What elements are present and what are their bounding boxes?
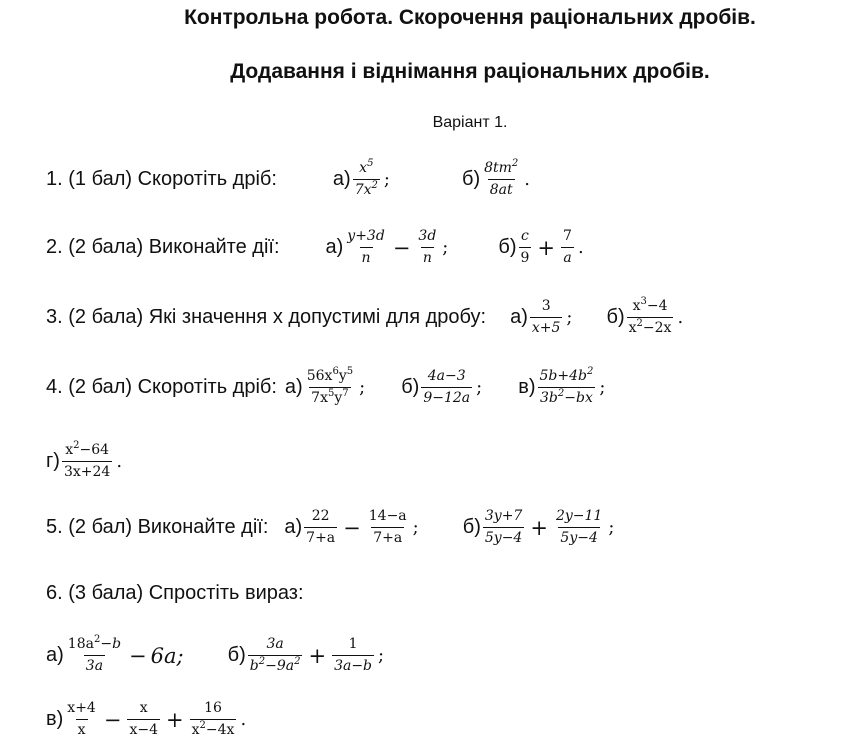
fraction: $\frac{22}{7+a}$ xyxy=(306,508,336,546)
task-3-label: 3. (2 бала) Які значення х допустимі для дробу: xyxy=(46,306,487,328)
fraction: $\frac{x+4}{x}$ xyxy=(67,700,96,738)
task-2-a-label: а) xyxy=(325,236,344,258)
task-4-d-label: г) xyxy=(46,450,60,472)
task-4-b-label: б) xyxy=(401,376,420,398)
fraction: $\frac{y+3d}{n}$ xyxy=(347,228,385,266)
task-6-c-label: в) xyxy=(46,708,64,730)
task-6-b-label: б) xyxy=(227,644,246,666)
fraction: $\frac{1}{3a-b}$ xyxy=(334,636,373,674)
task-1: 1. (1 бал) Скоротіть дріб: а) $\frac{x^5}{7x^2}$ ; б) $\frac{8tm^2}{8at}$ . xyxy=(46,158,531,198)
task-3-a-label: а) xyxy=(510,306,528,328)
task-5-a-label: а) xyxy=(284,516,303,538)
fraction: $\frac{2y-11}{5y-4}$ xyxy=(555,508,603,546)
fraction: $\frac{18a^2-b}{3a}$ xyxy=(67,634,122,674)
task-4-c-label: в) xyxy=(518,376,536,398)
variant-label: Варіант 1. xyxy=(432,114,508,131)
fraction: $\frac{14-a}{7+a}$ xyxy=(368,508,407,546)
task-3-b-label: б) xyxy=(606,306,625,328)
task-5: 5. (2 бал) Виконайте дії: а) $\frac{22}{7+a}$ − $\frac{14-a}{7+a}$ ; б) $\frac{3y+7}{5y-4}$ + $\frac{2y-11}{5y-4}$ ; xyxy=(46,508,615,546)
task-1-a-label: а) xyxy=(332,168,351,190)
task-5-label: 5. (2 бал) Виконайте дії: xyxy=(46,516,269,538)
task-6-ab: а) $\frac{18a^2-b}{3a}$ − 6a; б) $\frac{3a}{b^2-9a^2}$ + $\frac{1}{3a-b}$ ; xyxy=(46,634,385,674)
task-6-a-label: а) xyxy=(46,644,64,666)
task-1-label: 1. (1 бал) Скоротіть дріб: xyxy=(46,168,277,190)
fraction: $\frac{5b+4b^2}{3b^2-bx}$ xyxy=(539,366,594,406)
task-5-b-label: б) xyxy=(462,516,481,538)
fraction: $\frac{x}{x-4}$ xyxy=(129,700,158,738)
fraction: $\frac{7}{a}$ xyxy=(563,228,572,266)
fraction: $\frac{3d}{n}$ xyxy=(418,228,437,266)
task-2-b-label: б) xyxy=(498,236,517,258)
fraction: $\frac{c}{9}$ xyxy=(520,228,530,266)
task-2-label: 2. (2 бала) Виконайте дії: xyxy=(46,236,280,258)
fraction: $\frac{x^5}{7x^2}$ xyxy=(354,158,378,198)
task-1-b-label: б) xyxy=(461,168,481,190)
task-2: 2. (2 бала) Виконайте дії: а) $\frac{y+3d}{n}$ − $\frac{3d}{n}$ ; б) $\frac{c}{9}$ + $\frac{7}{a}$ . xyxy=(46,228,584,266)
task-4-label: 4. (2 бал) Скоротіть дріб: xyxy=(46,376,277,398)
task-4-d: г) $\frac{x^2-64}{3x+24}$ . xyxy=(46,440,123,480)
fraction: $\frac{x^2-64}{3x+24}$ xyxy=(63,440,111,480)
title-line-1: Контрольна робота. Скорочення раціональних дробів. xyxy=(184,6,756,29)
fraction: $\frac{8tm^2}{8at}$ xyxy=(484,158,519,198)
task-3: 3. (2 бала) Які значення х допустимі для дробу: а) $\frac{3}{x+5}$ ; б) $\frac{x^3-4}{x^2-2x}$ . xyxy=(46,296,684,336)
fraction: $\frac{4a-3}{9-12a}$ xyxy=(423,368,471,406)
fraction: $\frac{x^3-4}{x^2-2x}$ xyxy=(628,296,672,336)
task-4-a-label: а) xyxy=(284,376,303,398)
task-4: 4. (2 бал) Скоротіть дріб: а) $\frac{56x^6y^5}{7x^5y^7}$ ; б) $\frac{4a-3}{9-12a}$ ; в) $\frac{5b+4b^2}{3b^2-bx}$ ; xyxy=(46,366,606,406)
fraction: $\frac{3}{x+5}$ xyxy=(531,298,561,336)
task-6-c: в) $\frac{x+4}{x}$ − $\frac{x}{x-4}$ + $\frac{16}{x^2-4x}$ . xyxy=(46,700,247,738)
fraction: $\frac{3y+7}{5y-4}$ xyxy=(484,508,523,546)
task-6-label: 6. (3 бала) Спростіть вираз: xyxy=(46,582,304,604)
title-line-2: Додавання і віднімання раціональних дробів. xyxy=(230,60,710,83)
fraction: $\frac{56x^6y^5}{7x^5y^7}$ xyxy=(306,366,354,406)
fraction: $\frac{16}{x^2-4x}$ xyxy=(191,700,235,738)
fraction: $\frac{3a}{b^2-9a^2}$ xyxy=(249,636,301,674)
task-6 xyxy=(46,582,304,605)
